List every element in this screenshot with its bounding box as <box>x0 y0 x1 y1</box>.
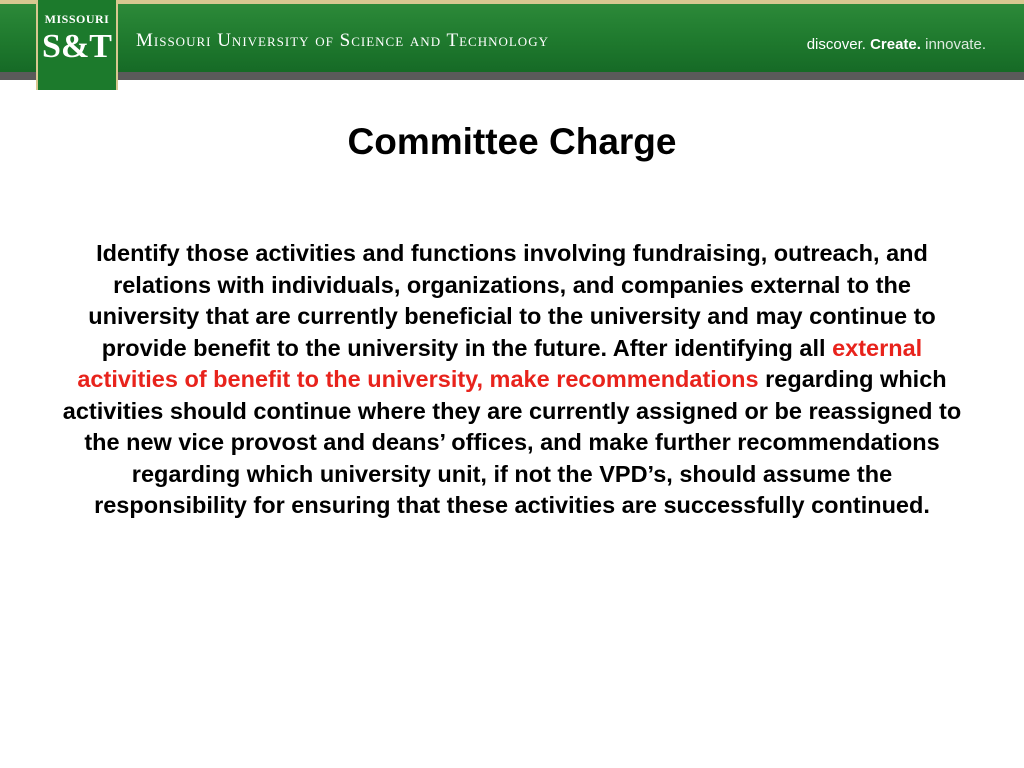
tagline-innovate: innovate. <box>925 36 986 53</box>
tagline-create: Create. <box>870 36 921 53</box>
slide-title: Committee Charge <box>347 121 677 162</box>
header-top-line <box>0 0 1024 4</box>
body-text-part1: Identify those activities and functions involving fundraising, outreach, and relations with individuals, organizations, and companies external to the university that are currently beneficial to the university and may continue to provide benefit to the university in the future. After identifying all <box>88 240 936 361</box>
logo-missouri-text: MISSOURI <box>44 12 110 26</box>
slide-body <box>58 238 966 522</box>
university-logo <box>36 0 118 90</box>
university-name: Missouri University of Science and Technology <box>136 30 549 51</box>
tagline <box>807 36 986 53</box>
body-text-part2: regarding which activities should continue where they are currently assigned or be reassigned to the new vice provost and deans’ offices, and make further recommendations regarding which university unit, if not the VPD’s, should assume the responsibility for ensuring that these activities are successfully continued. <box>62 366 962 518</box>
header-bottom-bar <box>0 72 1024 80</box>
logo-st-text: S&T <box>42 28 112 65</box>
tagline-discover: discover. <box>806 36 866 53</box>
body-text-highlight: external activities of benefit to the university, make recommendations <box>77 334 923 392</box>
